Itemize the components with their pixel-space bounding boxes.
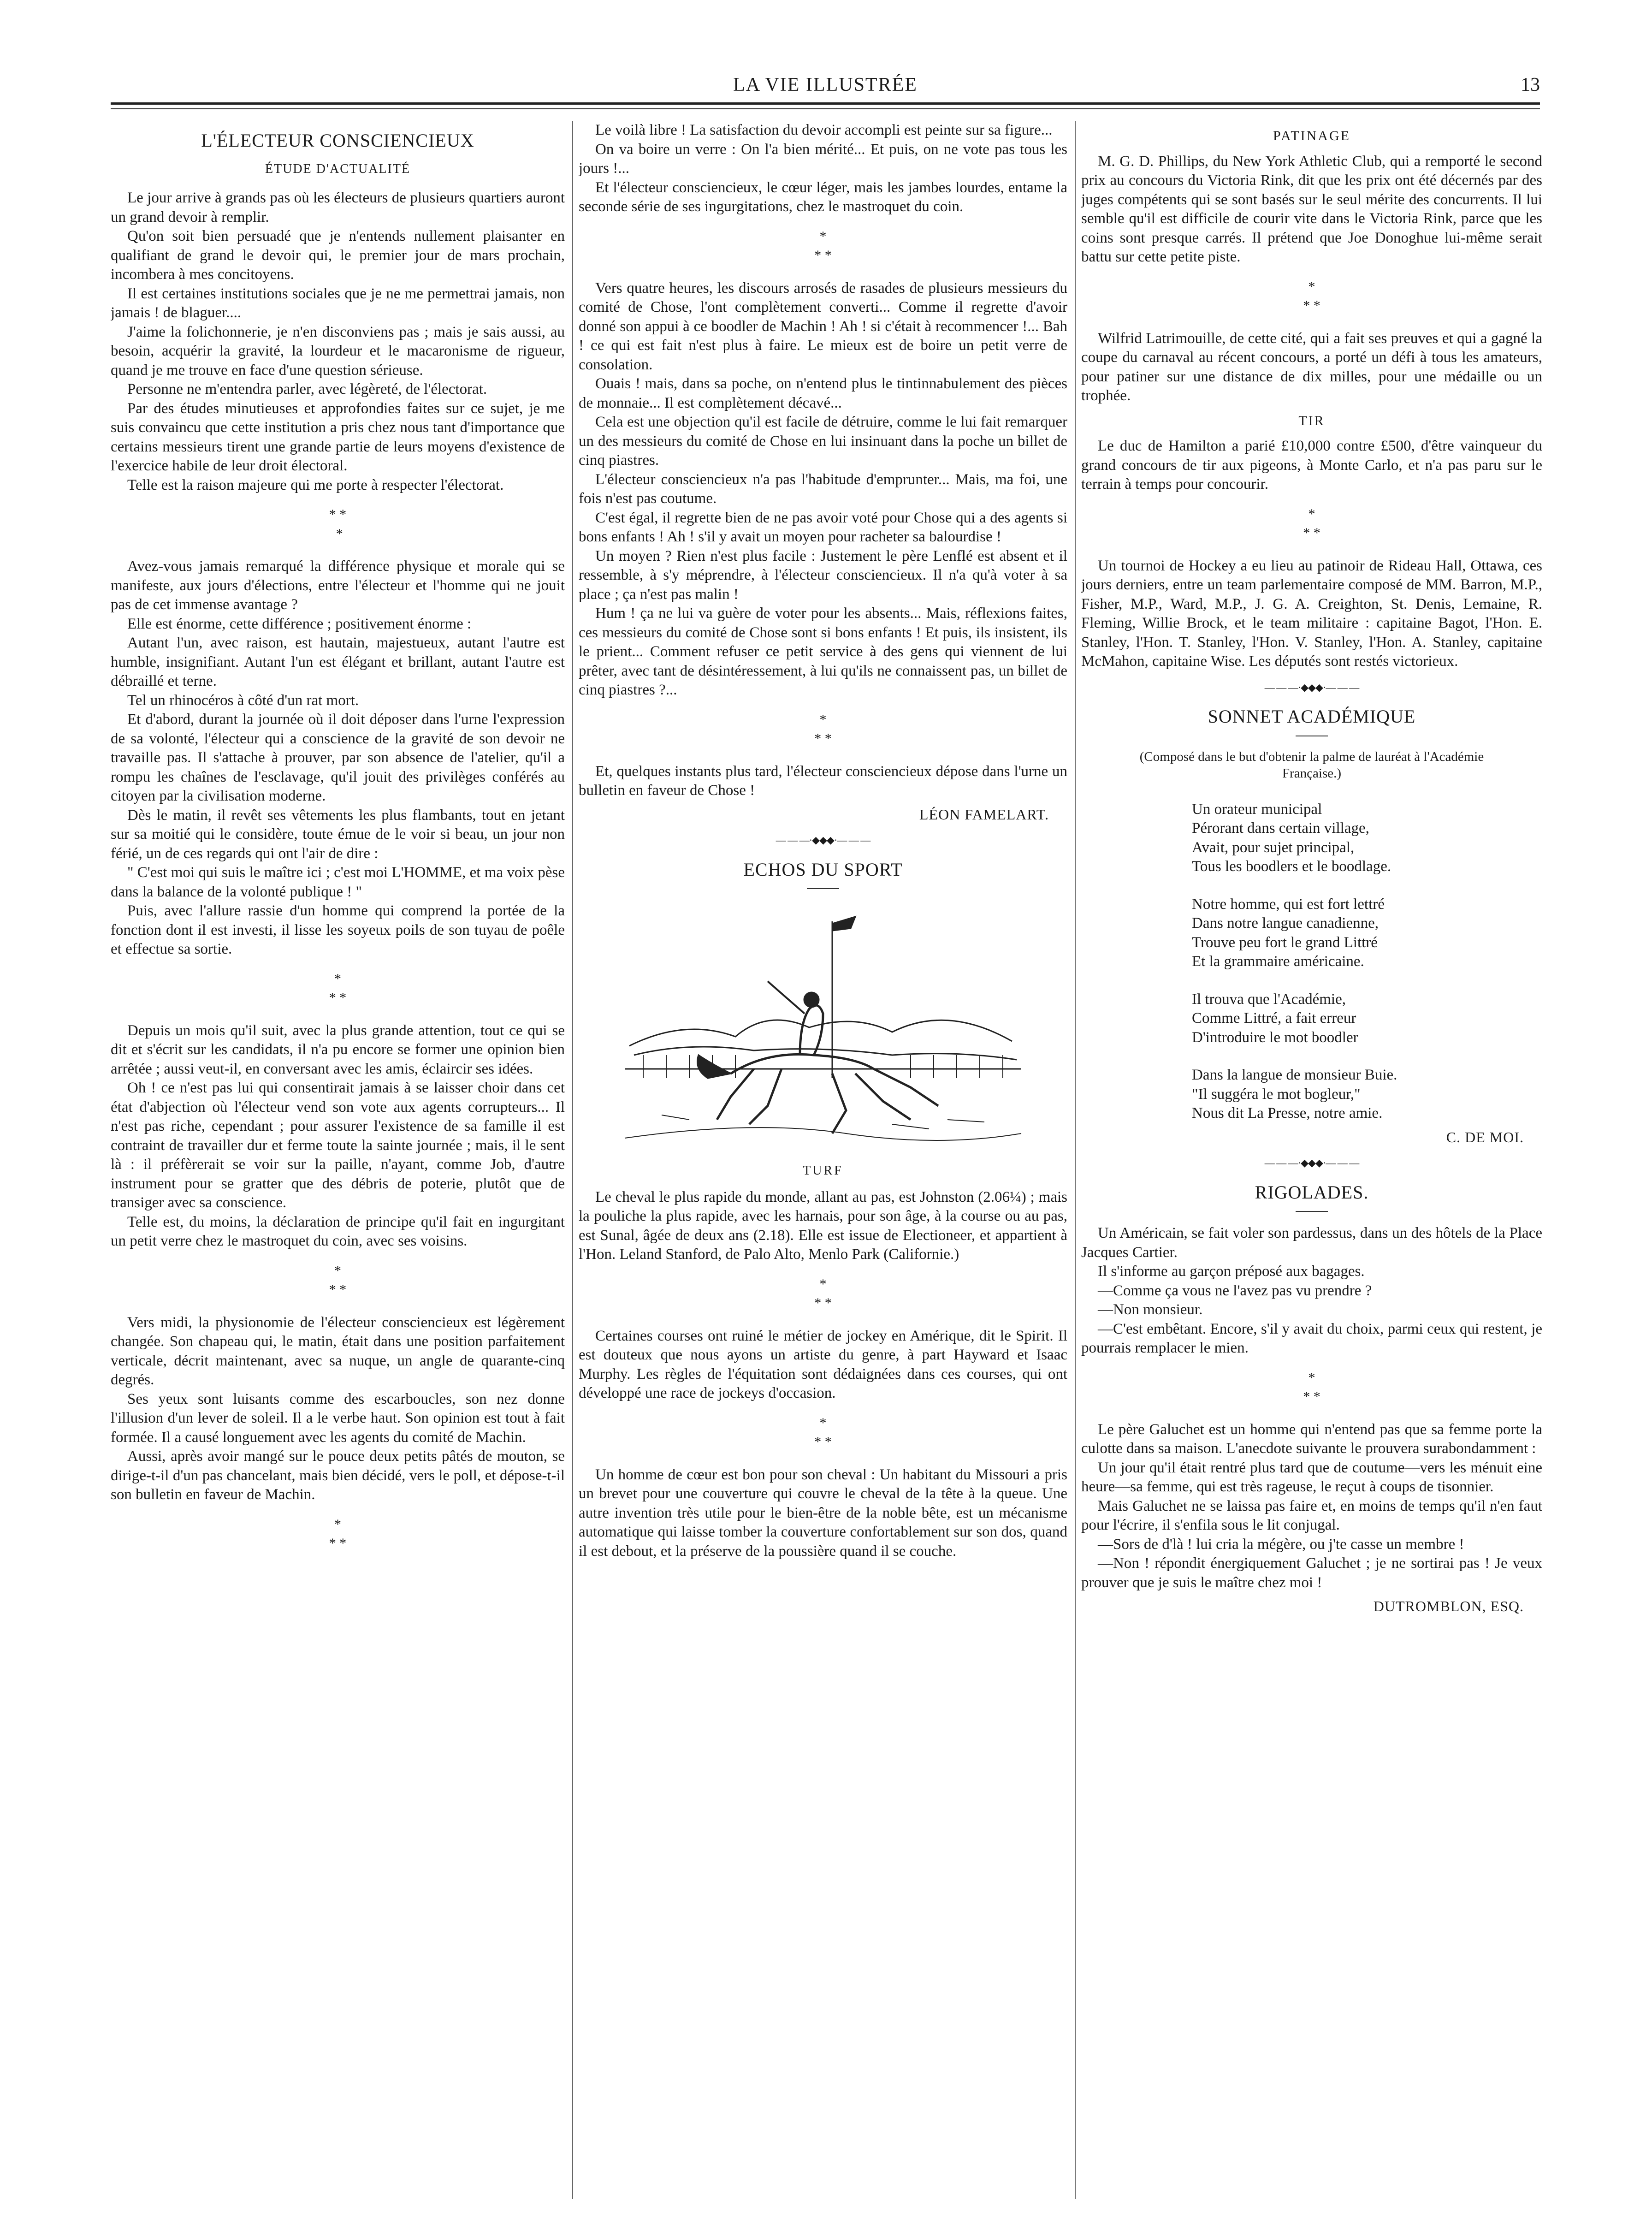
paragraph: Depuis un mois qu'il suit, avec la plus grande attention, tout ce qui se dit et s'écrit sur les candidats, il n'a pu encore se former une opinion bien arrêtée ; aussi veut-il, en conversant avec les amis, éclaircir ses idées. — [111, 1022, 565, 1077]
paragraph: Puis, avec l'allure rassie d'un homme qui comprend la portée de la fonction dont il est investi, il lisse les soyeux poils de son tuyau de poêle et effectue sa sortie. — [111, 902, 565, 957]
paragraph: Un homme de cœur est bon pour son cheval : Un habitant du Missouri a pris un brevet pour une couverture qui couvre le cheval de la tête à la queue. Une autre invention très utile pour le bien-être de la noble bête, est un mécanisme automatique qui laisse tomber la couverture confortablement sur son dos, quand il est debout, et la préserve de la poussière quand il se couche. — [579, 1466, 1067, 1560]
verse-line: Dans la langue de monsieur Buie. — [1192, 1067, 1397, 1083]
paragraph: Il est certaines institutions sociales que je ne me permettrai jamais, non jamais ! de blaguer.... — [111, 285, 565, 321]
column-1 — [111, 121, 565, 2203]
verse-line: Comme Littré, a fait erreur — [1192, 1010, 1356, 1026]
asterism: * * * — [329, 1516, 347, 1551]
paragraph: Tel un rhinocéros à côté d'un rat mort. — [127, 692, 359, 709]
section-title: SONNET ACADÉMIQUE — [1208, 706, 1416, 727]
paragraph: Hum ! ça ne lui va guère de voter pour les absents... Mais, réflexions faites, ces messieurs du comité de Chose sont si bons enfants ! Et puis, ils insistent, ils le prient... Comment refuser ce petit service à des gens qui viennent de lui prêter, avec tant de désintéressement, à lui qu'ils ne connaissent pas, un billet de cinq piastres ?... — [579, 605, 1067, 698]
paragraph: Elle est énorme, cette différence ; positivement énorme : — [127, 615, 472, 632]
paragraph: On va boire un verre : On l'a bien mérité... Et puis, on ne vote pas tous les jours !... — [579, 141, 1067, 177]
verse-line: Dans notre langue canadienne, — [1192, 915, 1379, 932]
paragraph: Autant l'un, avec raison, est hautain, majestueux, autant l'autre est humble, insignifiant. Autant l'un est élégant et brillant, autant l'autre est débraillé et terne. — [111, 635, 565, 689]
paragraph: Dès le matin, il revêt ses vêtements les plus flambants, tout en jetant sur sa moitié qui le considère, toute émue de le voir si beau, un jour non férié, un de ces regards qui ont l'air de dire : — [111, 807, 565, 862]
paragraph: Avez-vous jamais remarqué la différence physique et morale qui se manifeste, aux jours d'élections, entre l'électeur et l'homme qui ne jouit pas de cet immense avantage ? — [111, 558, 565, 613]
paragraph: Le jour arrive à grands pas où les électeurs de plusieurs quartiers auront un grand devoir à remplir. — [111, 190, 565, 225]
title-rule — [1296, 1211, 1328, 1212]
running-title: LA VIE ILLUSTRÉE — [733, 74, 918, 95]
paragraph: —Non monsieur. — [1098, 1301, 1203, 1318]
paragraph: Cela est une objection qu'il est facile de détruire, comme le lui fait remarquer un des messieurs du comité de Chose en lui insinuant dans la poche un billet de cinq piastres. — [579, 414, 1067, 469]
paragraph: Le duc de Hamilton a parié £10,000 contre £500, d'être vainqueur du grand concours de tir aux pigeons, à Monte Carlo, et n'a pas paru sur le terrain à temps pour concourir. — [1081, 438, 1542, 492]
paragraph: Par des études minutieuses et approfondies faites sur ce sujet, je me suis convaincu que cette institution a pris chez nous tant d'importance que certains messieurs tirent une grande partie de leurs moyens d'existence de l'exercice habile de leur droit électoral. — [111, 400, 565, 474]
paragraph: Qu'on soit bien persuadé que je n'entends nullement plaisanter en qualifiant de grand le devoir qui, le premier jour de mars prochain, incombera à mes concitoyens. — [111, 228, 565, 283]
paragraph: Wilfrid Latrimouille, de cette cité, qui a fait ses preuves et qui a gagné la coupe du carnaval au récent concours, a porté un défi à tous les amateurs, pour patiner sur une distance de dix milles, pour une médaille ou un trophée. — [1081, 330, 1542, 404]
header-rule-thick — [111, 102, 1540, 105]
paragraph: Et d'abord, durant la journée où il doit déposer dans l'urne l'expression de sa volonté, l'électeur qui a conscience de la gravité de son devoir ne travaille pas. Il s'attache à prouver, par son absence de l'atelier, qu'il a rompu les chaînes de l'esclavage, qu'il jouit des privilèges conférés au citoyen par la civilisation moderne. — [111, 711, 565, 804]
column-divider-2 — [1075, 121, 1076, 2199]
paragraph: L'électeur consciencieux n'a pas l'habitude d'emprunter... Mais, ma foi, une fois n'est pas coutume. — [579, 471, 1067, 507]
paragraph: Un moyen ? Rien n'est plus facile : Justement le père Lenflé est absent et il ressemble, à s'y méprendre, à l'électeur consciencieux. Il n'a qu'à voter à sa place ; ça n'est pas malin ! — [579, 547, 1067, 603]
paragraph: Il s'informe au garçon préposé aux bagages. — [1098, 1263, 1365, 1280]
paragraph: Mais Galuchet ne se laissa pas faire et, en moins de temps qu'il n'en faut pour l'écrire, il s'enfila sous le lit conjugal. — [1081, 1497, 1542, 1533]
paragraph: —Comme ça vous ne l'avez pas vu prendre ? — [1098, 1282, 1372, 1299]
page-number: 13 — [1521, 74, 1540, 95]
asterism: * * * — [329, 507, 347, 541]
paragraph: Le père Galuchet est un homme qui n'entend pas que sa femme porte la culotte dans sa maison. L'anecdote suivante le prouvera surabondamment : — [1081, 1421, 1542, 1457]
verse-line: Pérorant dans certain village, — [1192, 820, 1369, 837]
paragraph: —Non ! répondit énergiquement Galuchet ; je ne sortirai pas ! Je veux prouver que je suis le maître chez moi ! — [1081, 1555, 1542, 1591]
paragraph: " C'est moi qui suis le maître ici ; c'est moi L'HOMME, et ma voix pèse dans la balance de la volonté publique ! " — [111, 864, 565, 900]
paragraph: Et, quelques instants plus tard, l'électeur consciencieux dépose dans l'urne un bulletin en faveur de Chose ! — [579, 763, 1067, 799]
asterism: * * * — [1303, 279, 1320, 313]
title-rule — [807, 888, 839, 889]
paragraph: Vers quatre heures, les discours arrosés de rasades de plusieurs messieurs du comité de Chose, l'ont complètement converti... Comme il regrette d'avoir donné son appui à ce boodler de Machin ! Ah ! si c'était à recommencer !... Bah ! ce qui est fait n'est plus à faire. Le mieux est de boire un petit verre de consolation. — [579, 279, 1067, 373]
engraving-caption: TURF — [803, 1163, 843, 1178]
section-title: RIGOLADES. — [1255, 1181, 1369, 1203]
paragraph: Certaines courses ont ruiné le métier de jockey en Amérique, dit le Spirit. Il est douteux que nous ayons un artiste du genre, à part Hayward et Isaac Murphy. Les règles de l'équitation sont dédaignées dans ces courses, qui ont développé une race de jockeys d'occasion. — [579, 1327, 1067, 1401]
signature: LÉON FAMELART. — [919, 806, 1049, 823]
paragraph: Un tournoi de Hockey a eu lieu au patinoir de Rideau Hall, Ottawa, ces jours derniers, entre un team parlementaire composé de MM. Barron, M.P., Fisher, M.P., Ward, M.P., J. G. A. Creighton, St. Denis, Lemaine, R. Fleming, Willie Brock, et le team militaire : capitaine Bagot, l'Hon. E. Stanley, l'Hon. T. Stanley, l'Hon. V. Stanley, l'Hon. A. Stanley, capitaine McMahon, capitaine Wise. Les députés sont restés victorieux. — [1081, 557, 1542, 670]
section-title: ECHOS DU SPORT — [743, 859, 903, 880]
signature: DUTROMBLON, ESQ. — [1373, 1598, 1524, 1614]
column-3 — [1081, 121, 1542, 2203]
header-rule-thin — [111, 108, 1540, 109]
paragraph: Telle est, du moins, la déclaration de principe qu'il fait en ingurgitant un petit verre chez le mastroquet du coin, avec ses voisins. — [111, 1213, 565, 1249]
verse-line: Il trouva que l'Académie, — [1192, 991, 1346, 1008]
verse-line: Nous dit La Presse, notre amie. — [1192, 1105, 1383, 1121]
verse-line: Tous les boodlers et le boodlage. — [1192, 858, 1391, 875]
horse-rider-engraving — [616, 903, 1030, 1152]
ornament-divider: — — —·◆◆◆·— — — — [1264, 681, 1359, 693]
paragraph: Personne ne m'entendra parler, avec légèreté, de l'électorat. — [127, 381, 487, 398]
asterism: * * * — [329, 1263, 347, 1297]
sonnet-stanza — [1081, 895, 1542, 972]
paragraph: —Sors de d'là ! lui cria la mégère, ou j'te casse un membre ! — [1098, 1536, 1464, 1553]
signature: C. DE MOI. — [1446, 1128, 1524, 1145]
paragraph: M. G. D. Phillips, du New York Athletic Club, qui a remporté le second prix au concours du Victoria Rink, dit que les prix ont été décernés par des juges compétents qui se sont basés sur le seul mérite des concurrents. Il lui semble qu'il est difficile de courir vite dans le Victoria Rink, parce que les coins sont presque carrés. Il prétend que Joe Donoghue lui-même serait battu sur cette petite piste. — [1081, 153, 1542, 265]
asterism: * * * — [1303, 506, 1320, 540]
column-2 — [579, 121, 1067, 2203]
asterism: * * * — [1303, 1370, 1320, 1404]
verse-line: "Il suggéra le mot bogleur," — [1192, 1086, 1361, 1103]
column-divider-1 — [572, 121, 573, 2199]
paragraph: Et l'électeur consciencieux, le cœur léger, mais les jambes lourdes, entame la seconde série de ses ingurgitations, chez le mastroquet du coin. — [579, 179, 1067, 215]
verse-line: D'introduire le mot boodler — [1192, 1029, 1358, 1046]
paragraph: Un Américain, se fait voler son pardessus, dans un des hôtels de la Place Jacques Cartier. — [1081, 1225, 1542, 1261]
paragraph: Un jour qu'il était rentré plus tard que de coutume—vers les ménuit eine heure—sa femme, qui est très rageuse, le reçut à coups de tisonnier. — [1081, 1459, 1542, 1495]
section-title: PATINAGE — [1273, 128, 1350, 143]
sonnet-stanza — [1081, 990, 1542, 1048]
paragraph: Le cheval le plus rapide du monde, allant au pas, est Johnston (2.06¼) ; mais la pouliche la plus rapide, avec les harnais, pour son âge, à la course ou au pas, est Sunal, âgée de deux ans (2.18). Elle est issue de Electioneer, et appartient à l'Hon. Leland Stanford, de Palo Alto, Menlo Park (Californie.) — [579, 1188, 1067, 1263]
sonnet-stanza — [1081, 1066, 1542, 1123]
article-subtitle: ÉTUDE D'ACTUALITÉ — [265, 161, 411, 176]
paragraph: Aussi, après avoir mangé sur le pouce deux petits pâtés de mouton, se dirige-t-il d'un pas chancelant, mais bien décidé, vers le poll, et dépose-t-il son bulletin en faveur de Machin. — [111, 1448, 565, 1503]
verse-line: Un orateur municipal — [1192, 801, 1322, 818]
ornament-divider: — — —·◆◆◆·— — — — [776, 834, 870, 846]
verse-line: Notre homme, qui est fort lettré — [1192, 896, 1385, 913]
paragraph: Oh ! ce n'est pas lui qui consentirait jamais à se laisser choir dans cet état d'abjection où l'électeur vend son vote aux agents corrupteurs... Il n'est pas riche, cependant ; pour assurer l'existence de sa famille il est contraint de travailler dur et ferme toute la sainte journée ; mais, il le sent là : il préfèrerait se voir sur la paille, n'ayant, comme Job, d'autre instrument pour se gratter que des débris de poterie, plutôt que de transiger avec sa conscience. — [111, 1080, 565, 1211]
ornament-divider: — — —·◆◆◆·— — — — [1264, 1157, 1359, 1169]
verse-line: Avait, pour sujet principal, — [1192, 839, 1355, 856]
paragraph: Ses yeux sont luisants comme des escarboucles, son nez donne l'illusion d'un lever de soleil. Il a le verbe haut. Son opinion est tout à fait formée. Il a causé longuement avec les agents du comité de Machin. — [111, 1390, 565, 1446]
section-title: TIR — [1298, 413, 1325, 428]
paragraph: Vers midi, la physionomie de l'électeur consciencieux est légèrement changée. Son chapeau qui, le matin, était dans une position parfaitement verticale, décrit maintenant, avec sa nuque, un angle de quarante-cinq degrés. — [111, 1314, 565, 1388]
paragraph: J'aime la folichonnerie, je n'en disconviens pas ; mais je sais aussi, au besoin, acquérir la gravité, la lourdeur et le macaronisme de rigueur, quand je me trouve en face d'une question sérieuse. — [111, 323, 565, 379]
verse-line: Trouve peu fort le grand Littré — [1192, 934, 1378, 951]
asterism: * * * — [814, 712, 832, 746]
paragraph: —C'est embêtant. Encore, s'il y avait du choix, parmi ceux qui restent, je pourrais remplacer le mien. — [1081, 1320, 1542, 1356]
paragraph: Le voilà libre ! La satisfaction du devoir accompli est peinte sur sa figure... — [595, 122, 1053, 138]
paragraph: Ouais ! mais, dans sa poche, on n'entend plus le tintinnabulement des pièces de monnaie... Il est complètement décavé... — [579, 375, 1067, 411]
asterism: * * * — [814, 1415, 832, 1449]
article-title: L'ÉLECTEUR CONSCIENCIEUX — [201, 130, 474, 151]
sonnet-stanza — [1081, 800, 1542, 877]
asterism: * * * — [814, 1276, 832, 1311]
paragraph: C'est égal, il regrette bien de ne pas avoir voté pour Chose qui a des agents si bons enfants ! Ah ! s'il y avait un moyen pour racheter sa balourdise ! — [579, 509, 1067, 545]
asterism: * * * — [814, 228, 832, 263]
asterism: * * * — [329, 971, 347, 1005]
paragraph: Telle est la raison majeure qui me porte à respecter l'électorat. — [127, 476, 504, 493]
verse-line: Et la grammaire américaine. — [1192, 953, 1364, 970]
page-header — [111, 74, 1540, 101]
sonnet-subtitle: (Composé dans le but d'obtenir la palme de lauréat à l'Académie Française.) — [1139, 749, 1484, 781]
